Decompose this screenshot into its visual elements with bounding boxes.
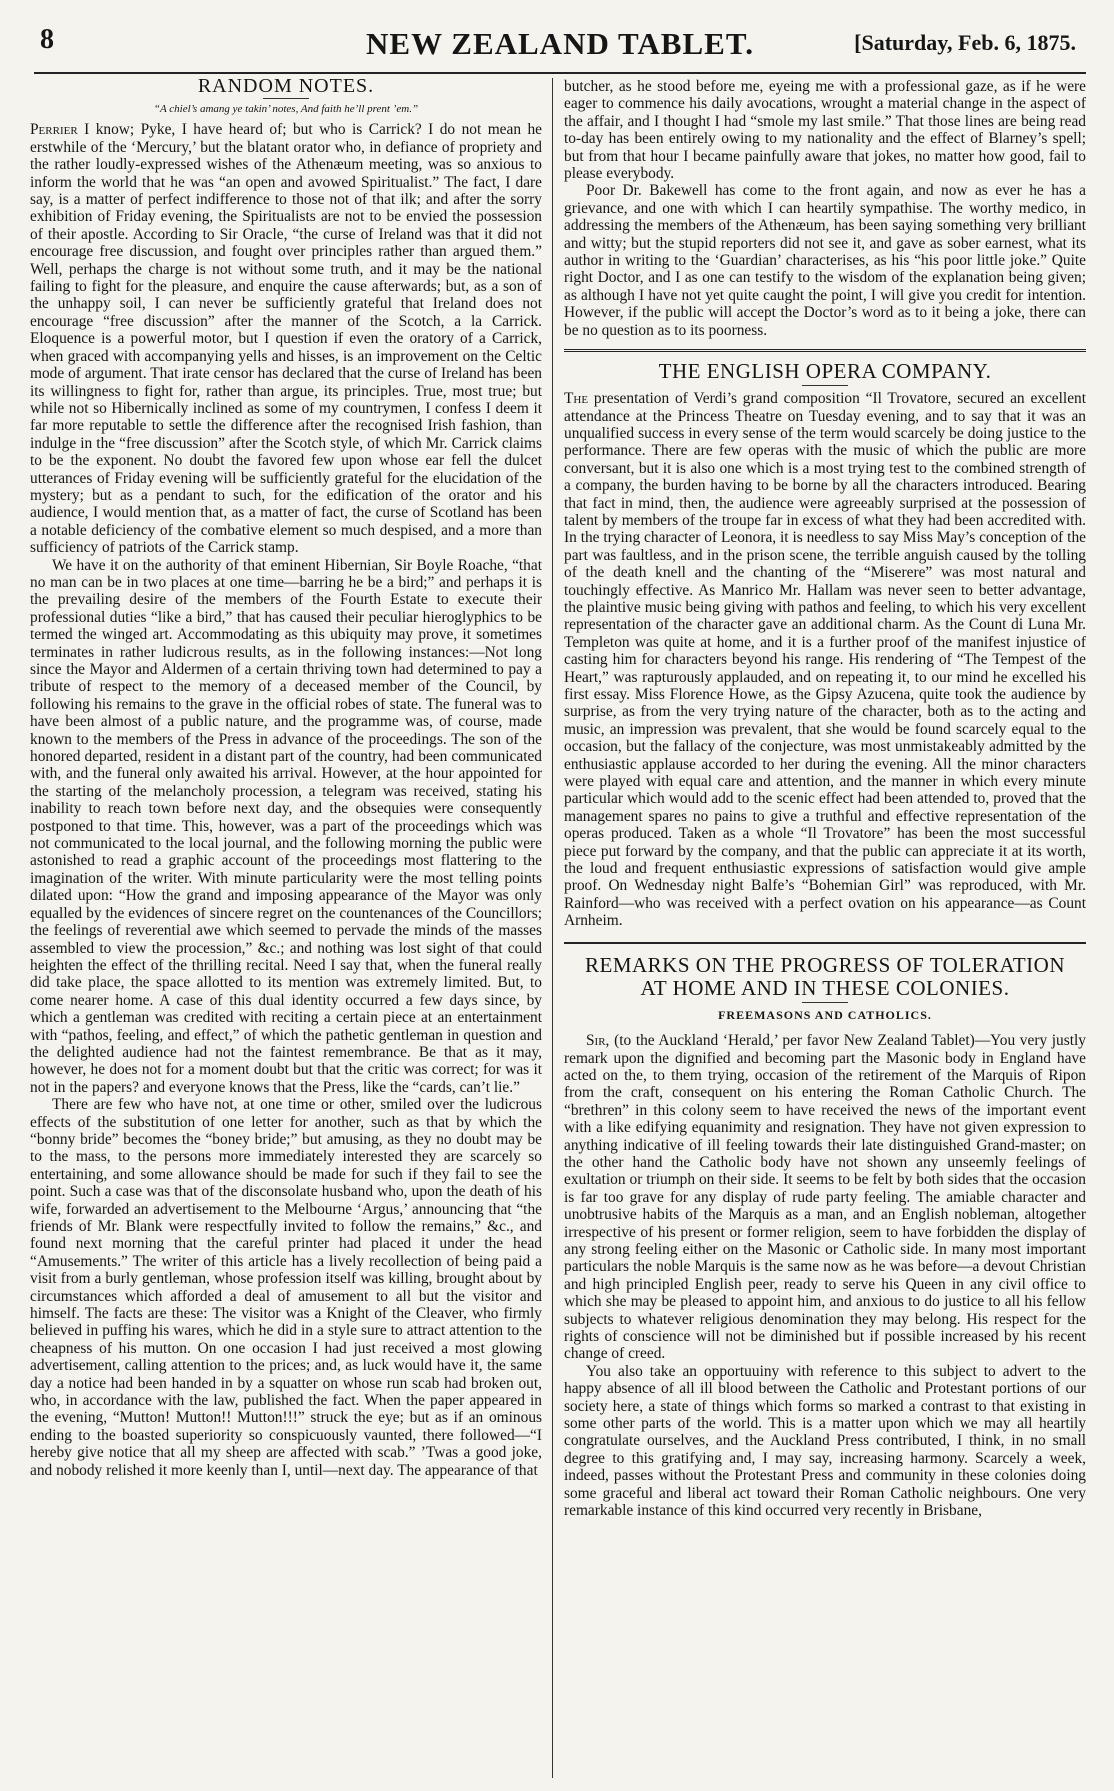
column-rule — [552, 78, 553, 1778]
random-notes-paragraph: butcher, as he stood before me, eyeing me with a professional gaze, as if he were eager to commence his daily avocations, wrought a material change in the aspect of the affair, and I thought I had “smole my last smile.” That those lines are being read to-day has been entirely owing to my nationality and the effect of Blarney’s spell; but from that hour I became painfully aware that jokes, no matter how good, fail to please everybody. — [564, 78, 1086, 183]
opera-heading: THE ENGLISH OPERA COMPANY. — [658, 359, 992, 384]
section-divider — [564, 942, 1086, 944]
issue-date: [Saturday, Feb. 6, 1875. — [854, 30, 1076, 55]
newspaper-title: NEW ZEALAND TABLET. — [366, 26, 754, 61]
random-notes-paragraph: There are few who have not, at one time or other, smiled over the ludicrous effects of the substitution of one letter for another, such as that by which the “bonny bride” becomes the “boney bride;” but amusing, as they no doubt may be to the mass, to the persons more immediately interested they are scarcely so entertaining, and some allowance should be made for such if they fail to see the point. Such a case was that of the disconsolate husband who, upon the death of his wife, forwarded an advertisement to the Melbourne ‘Argus,’ announcing that “the friends of Mr. Blank were respectfully invited to follow the remains,” &c., and found next morning that the careful printer had placed it under the head “Amusements.” The writer of this article has a lively recollection of being paid a visit from a burly gentleman, whose profession itself was killing, brought about by circumstances which afforded a deal of amusement to all but the visitor and himself. The facts are these: The visitor was a Knight of the Cleaver, who firmly believed in puffing his wares, which he did in a style sure to attract attention to the cheapness of his mutton. On one occasion I had just received a most glowing advertisement, calling attention to the prices; and, as luck would have it, the same day a notice had been handed in by a squatter on whose run scab had broken out, who, in accordance with the law, published the fact. When the paper appeared in the evening, “Mutton! Mutton!! Mutton!!!” struck the eye; but as if an ominous ending to the boasted superiority so conspicuously vaunted, there followed—“I hereby give notice that all my sheep are affected with scab.” ’Twas a good joke, and nobody relished it more keenly than I, until—next day. The appearance of that — [30, 1096, 542, 1479]
paragraph-text: presentation of Verdi’s grand composition “Il Trovatore, secured an excellent attendance at the Princess Theatre on Tuesday evening, and to say that it was an unqualified success in every sense of the term would scarcely be doing justice to the performance. There are few operas with the music of which the public are more conversant, but it is also one which is a most trying test to the combined strength of a company, the burden having to be borne by all the characters introduced. Bearing that fact in mind, then, the audience were agreeably surprised at the possession of talent by members of the troupe far in excess of what they had been accredited with. In the trying character of Leonora, it is needless to say Miss May’s conception of the part was faultless, and in the prison scene, the terrible anguish caused by the tolling of the death knell and the chanting of the “Miserere” was most natural and touchingly effective. As Manrico Mr. Hallam was never seen to better advantage, the plaintive music being giving with pathos and feeling, to which his very excellent representation of the character gave an additional charm. As the Count di Luna Mr. Templeton was quite at home, and it is a further proof of the manifest injustice of casting him for characters beyond his range. His rendering of “The Tempest of the Heart,” was rapturously applauded, and on repeating it, to our mind he excelled his first essay. Miss Florence Howe, as the Gipsy Azucena, quite took the audience by surprise, as from the very trying nature of the character, both as to the acting and music, an impression was prevalent, that she would be found scarcely equal to the occasion, but the fallacy of the conjecture, was most unmistakeably admitted by the enthusiastic applause accorded to her during the evening. All the minor characters were played with equal care and attention, and the manner in which every minute particular which would add to the scenic effect had been attended to, proved that the management spares no pains to give a truthful and effective representation of the operas produced. Taken as a whole “Il Trovatore” has been the most successful piece put forward by the company, and that the public can appreciate it at its worth, the loud and frequent enthusiastic expressions of satisfaction would give ample proof. On Wednesday night Balfe’s “Bohemian Girl” was reproduced, with Mr. Rainford—who was received with a perfect ovation on his appearance—as Count Arnheim. — [564, 390, 1086, 930]
toleration-heading-line1: REMARKS ON THE PROGRESS OF TOLERATION — [585, 952, 1065, 977]
random-notes-paragraph: We have it on the authority of that eminent Hibernian, Sir Boyle Roache, “that no man can be in two places at one time—barring he be a bird;” and perhaps it is the prevailing desire of the members of the Fourth Estate to execute their professional duties “like a bird,” that has caused their peculiar hieroglyphics to be termed the winged art. Accommodating as this ubiquity may prove, it sometimes terminates in rather ludicrous results, as in the following instances:—Not long since the Mayor and Aldermen of a certain thriving town had determined to pay a tribute of respect to the memory of a deceased member of the Council, by following his remains to the grave in the official robes of state. The funeral was to have been almost of a public nature, and the programme was, of course, made known to the members of the Press in advance of the proceedings. The son of the honored departed, resident in a distant part of the country, had been communicated with, and the funeral only awaited his arrival. However, at the hour appointed for the starting of the melancholy procession, a telegram was received, stating his inability to reach town before next day, and the obsequies were consequently postponed to that time. This, however, was a part of the proceedings which was not communicated to the local journal, and the following morning the public were astonished to read a graphic account of the proceedings most flattering to the imagination of the writer. With minute particularity were the most telling points dilated upon: “How the grand and imposing appearance of the Mayor was only equalled by the evidences of sincere regret on the countenances of the Councillors; the feelings of reverential awe which seemed to pervade the minds of the masses assembled to view the procession,” &c.; and nothing was lost sight of that could heighten the effect of the thrilling recital. Need I say that, when the funeral really did take place, the space allotted to its mention was extremely limited. But, to come nearer home. A case of this dual identity occurred a few days since, by which a gentleman was credited with reciting a certain piece at an entertainment with “pathos, feeling, and effect,” of which the pathetic gentleman in question and the delighted audience had not the faintest remembrance. Be that as it may, however, he does not for a moment doubt but that the critic was correct; for was it not in the papers? and everyone knows that the Press, like the “cards, can’t lie.” — [30, 556, 542, 1096]
toleration-paragraph — [564, 1032, 1086, 1363]
masthead — [34, 18, 1086, 74]
opening-word: Perrier — [30, 121, 78, 139]
random-notes-heading: RANDOM NOTES. — [197, 78, 375, 97]
paragraph-text: (to the Auckland ‘Herald,’ per favor New Zealand Tablet)—You very justly remark upon the dignified and becoming part the Masonic body in England have acted on the, to them trying, occasion of the retirement of the Marquis of Ripon from the craft, consequent on his entering the Roman Catholic Church. The “brethren” in this colony seem to have received the news of the important event with a like edifying equanimity and resignation. They have not given expression to anything indicative of ill feeling towards their late distinguished Grand-master; on the other hand the Catholic body have not shown any unseemly feelings of exultation or triumph on their side. It seems to be felt by both sides that the occasion is far too grave for any display of rude party feeling. The amiable character and unobtrusive habits of the Marquis as a man, and an English nobleman, altogether irrespective of his present or former religion, seem to have forbidden the display of any strong feeling either on the Masonic or Catholic side. In many most important particulars the noble Marquis is the same now as he was before—a devout Christian and high principled English peer, ready to serve his Queen in any civil office to which she may be pleased to appoint him, and anxious to do justice to all his fellow subjects to whatever religious denomination they may belong. His respect for the rights of conscience will not be diminished but if possible increased by his recent change of creed. — [564, 1032, 1086, 1363]
toleration-subheading: FREEMASONS AND CATHOLICS. — [718, 1007, 932, 1022]
opening-word: Sir, — [586, 1032, 610, 1050]
paragraph-text: I know; Pyke, I have heard of; but who is Carrick? I do not mean he erstwhile of the ‘Mercury,’ but the blatant orator who, in defiance of propriety and the rather loudly-expressed wishes of the Athenæum meeting, was so anxious to inform the world that he was “an open and avowed Spiritualist.” The fact, I dare say, is a matter of perfect indifference to those not of that ilk; and after the sorry exhibition of Friday evening, the Spiritualists are not to be envied the possession of their apostle. According to Sir Oracle, “the curse of Ireland was that it did not encourage free discussion, and fought over principles rather than argued them.” Well, perhaps the charge is not without some truth, and it may be the national failing to fight for the pleasure, and enquire the cause afterwards; but, as a son of the unhappy soil, I can never be sufficiently grateful that Ireland does not encourage “free discussion” after the manner of the Scotch, a la Carrick. Eloquence is a powerful motor, but I question if even the oratory of a Carrick, when graced with accompanying yells and hisses, is an improvement on the Celtic mode of argument. That irate censor has declared that the curse of Ireland has been its willingness to fight for, rather than argue, its principles. True, most true; but while not so Hibernically inclined as some of my countrymen, I confess I deem it far more reputable to settle the difference after the recognised Irish fashion, than indulge in the “free discussion” after the Scotch style, of which Mr. Carrick claims to be the exponent. No doubt the favored few upon whose ear fell the dulcet utterances of Friday evening will be sufficiently grateful for the elucidation of the mystery; but as a pendant to such, for the edification of the orator and his audience, I would mention that, as a matter of fact, the curse of Scotland has been a notable deficiency of the combative element so much despised, and a more than sufficiency of patriots of the Carrick stamp. — [30, 121, 542, 557]
opening-word: The — [564, 390, 589, 408]
heading-ornament — [802, 1002, 848, 1003]
random-notes-paragraph: Poor Dr. Bakewell has come to the front again, and now as ever he has a grievance, and one with which I can heartily sympathise. The worthy medico, in addressing the members of the Athenæum, has been saying something very brilliant and witty; but the stupid reporters did not see it, and gave as sober earnest, what its author in writing to the ‘Guardian’ characterises, as his “his poor little joke.” Quite right Doctor, and I as one can testify to the wisdom of the explanation being given; as although I have not yet quite caught the point, I will give you credit for intention. However, if the public will accept the Doctor’s word as to it being a joke, there can be no question as to its poorness. — [564, 182, 1086, 339]
toleration-paragraph: You also take an opportuuiny with reference to this subject to advert to the happy absence of all ill blood between the Catholic and Protestant portions of our society here, a state of things which forms so marked a contrast to that existing in some other parts of the world. This is a matter upon which we may all heartily congratulate ourselves, and the Auckland Press contributed, I think, in no small degree to this gratifying and, I may say, increasing harmony. Scarcely a week, indeed, passes without the Protestant Press and community in these colonies doing some graceful and liberal act toward their Roman Catholic neighbours. One very remarkable instance of this kind occurred very recently in Brisbane, — [564, 1362, 1086, 1520]
heading-ornament — [802, 385, 848, 386]
heading-ornament — [263, 98, 309, 99]
random-notes-motto: “A chiel’s amang ye takin’ notes, And faith he’ll prent ’em.” — [153, 103, 419, 116]
toleration-heading-line2: AT HOME AND IN THESE COLONIES. — [640, 975, 1010, 1000]
random-notes-paragraph — [30, 121, 542, 556]
right-column — [564, 78, 1086, 1778]
page-number: 8 — [40, 24, 54, 55]
opera-paragraph — [564, 390, 1086, 930]
left-column — [30, 78, 542, 1778]
section-divider — [564, 349, 1086, 352]
